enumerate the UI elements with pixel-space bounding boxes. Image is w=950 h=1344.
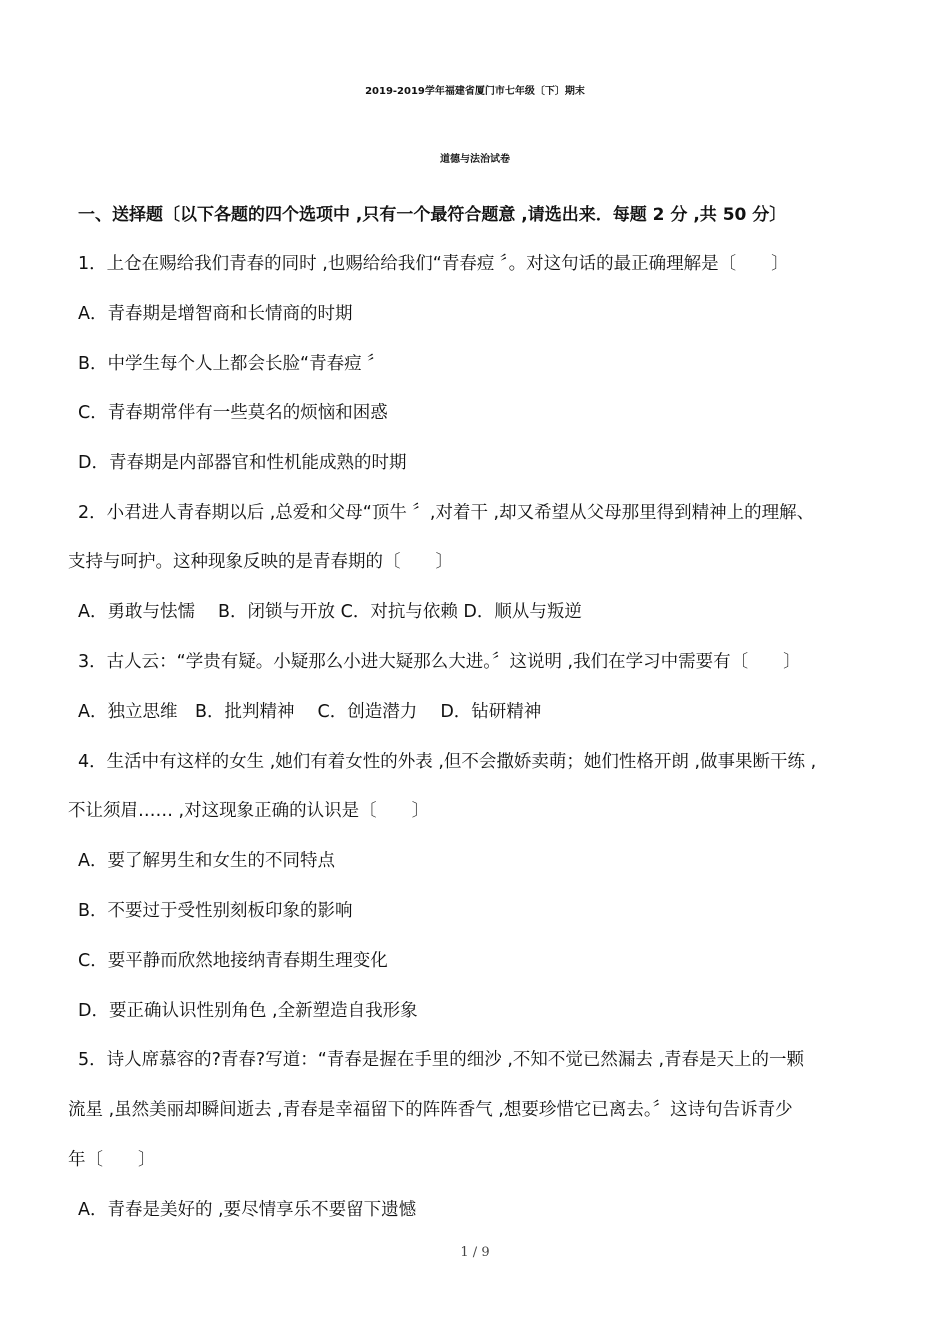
option-1b: B．中学生每个人上都会长脸“青春痘 〞 bbox=[78, 354, 385, 374]
title-line-1: 2019-2019学年福建省厦门市七年级〔下〕期末 bbox=[365, 86, 585, 97]
page-number: 1 / 9 bbox=[460, 1245, 490, 1260]
option-1d: D．青春期是内部器官和性机能成熟的时期 bbox=[78, 453, 407, 473]
options-3: A．独立思维 B．批判精神 C．创造潜力 D．钻研精神 bbox=[78, 702, 542, 722]
question-5: 5．诗人席慕容的?青春?写道：“青春是握在手里的细沙 ,不知不觉已然漏去 ,青春是天上的一颗 bbox=[78, 1050, 805, 1070]
question-4: 4．生活中有这样的女生 ,她们有着女性的外表 ,但不会撒娇卖萌；她们性格开朗 ,做事果断干练 , bbox=[78, 752, 817, 772]
option-4d: D．要正确认识性别角色 ,全新塑造自我形象 bbox=[78, 1001, 418, 1021]
question-1: 1．上仓在赐给我们青春的同时 ,也赐给给我们“青春痘 〞。对这句话的最正确理解是〔 〕 bbox=[78, 254, 789, 274]
option-1a: A．青春期是增智商和长情商的时期 bbox=[78, 304, 353, 324]
question-4-cont: 不让须眉…… ,对这现象正确的认识是〔 〕 bbox=[68, 801, 430, 821]
option-4b: B．不要过于受性别刻板印象的影响 bbox=[78, 901, 353, 921]
question-5-cont: 流星 ,虽然美丽却瞬间逝去 ,青春是幸福留下的阵阵香气 ,想要珍惜它已离去。〞这诗句告诉青少 bbox=[68, 1100, 793, 1120]
option-5a: A．青春是美好的 ,要尽情享乐不要留下遗憾 bbox=[78, 1200, 417, 1220]
question-2: 2．小君进人青春期以后 ,总爱和父母“顶牛 〞,对着干 ,却又希望从父母那里得到精神上的理解、 bbox=[78, 503, 815, 523]
option-4c: C．要平静而欣然地接纳青春期生理变化 bbox=[78, 951, 388, 971]
option-1c: C．青春期常伴有一些莫名的烦恼和困惑 bbox=[78, 403, 388, 423]
option-4a: A．要了解男生和女生的不同特点 bbox=[78, 851, 335, 871]
question-3: 3．古人云：“学贵有疑。小疑那么小进大疑那么大进。〞这说明 ,我们在学习中需要有〔 〕 bbox=[78, 652, 801, 672]
title-line-2: 道德与法治试卷 bbox=[440, 154, 510, 165]
question-5-cont-2: 年〔 〕 bbox=[68, 1150, 156, 1170]
options-2: A．勇敢与怯懦 B．闭锁与开放 C．对抗与依赖 D．顺从与叛逆 bbox=[78, 602, 582, 622]
section-heading: 一、送择题〔以下各题的四个选项中 ,只有一个最符合题意 ,请选出来．每题 2 分 ,共 50 分〕 bbox=[78, 205, 787, 225]
question-2-cont: 支持与呵护。这种现象反映的是青春期的〔 〕 bbox=[68, 552, 453, 572]
